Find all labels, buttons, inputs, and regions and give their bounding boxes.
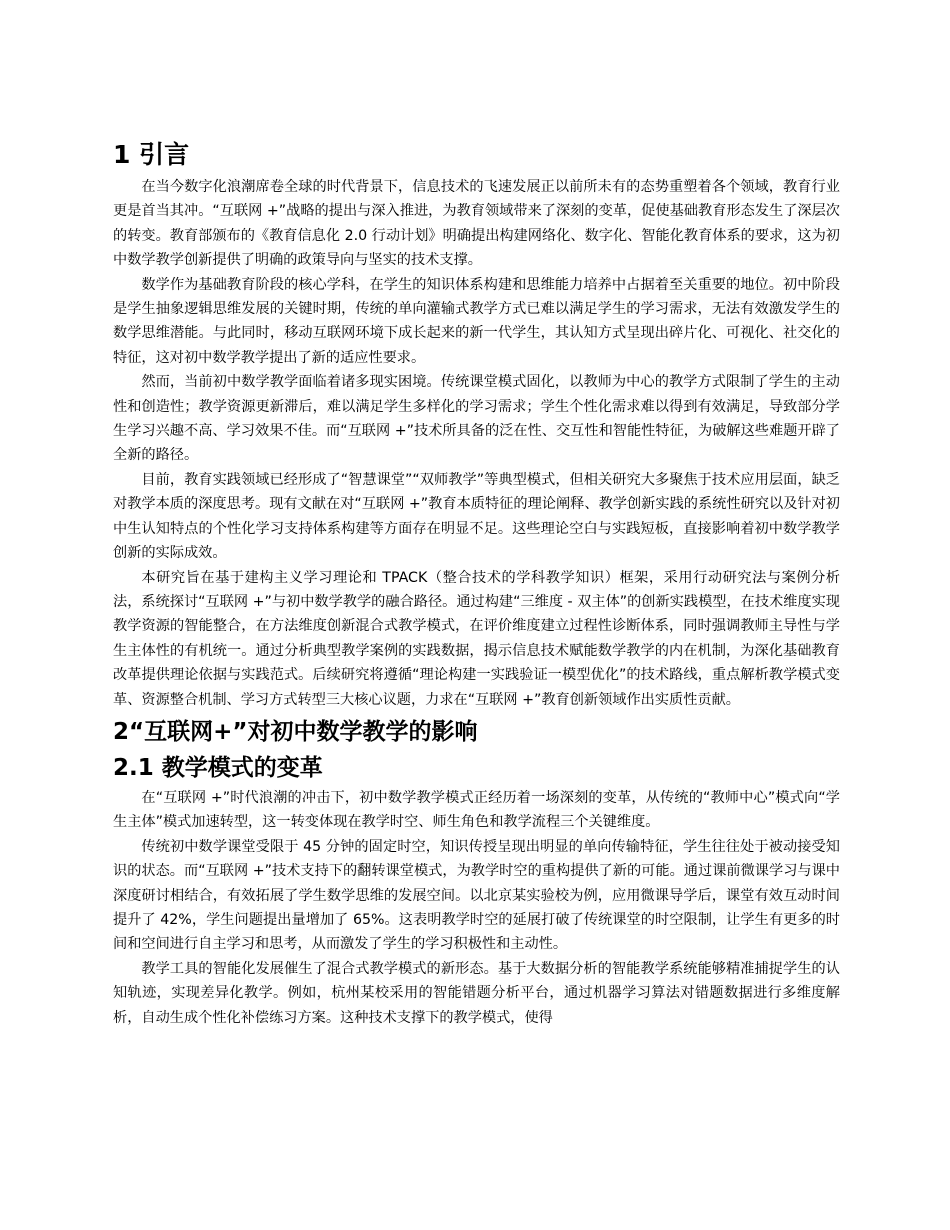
section-2-1-paragraph: 传统初中数学课堂受限于 45 分钟的固定时空，知识传授呈现出明显的单向传输特征，学生往往处于被动接受知识的状态。而“互联网 +”技术支持下的翻转课堂模式，为教学时空的重构提供了新的可能。通过课前微课学习与课中深度研讨相结合，有效拓展了学生数学思维的发展空间。以北京某实验校为例，应用微课导学后，课堂有效互动时间提升了 42%，学生问题提出量增加了 65%。这表明教学时空的延展打破了传统课堂的时空限制，让学生有更多的时间和空间进行自主学习和思考，从而激发了学生的学习积极性和主动性。 [113, 838, 840, 953]
section-2-1-paragraph: 在“互联网 +”时代浪潮的冲击下，初中数学教学模式正经历着一场深刻的变革，从传统的“教师中心”模式向“学生主体”模式加速转型，这一转变体现在教学时空、师生角色和教学流程三个关键维度。 [113, 789, 840, 831]
section-2-1-paragraph: 教学工具的智能化发展催生了混合式教学模式的新形态。基于大数据分析的智能教学系统能够精准捕捉学生的认知轨迹，实现差异化教学。例如，杭州某校采用的智能错题分析平台，通过机器学习算法对错题数据进行多维度解析，自动生成个性化补偿练习方案。这种技术支撑下的教学模式，使得 [113, 960, 840, 1026]
section-1-heading: 1 引言 [113, 140, 190, 169]
section-2-1-heading: 2.1 教学模式的变革 [113, 754, 323, 781]
section-1-paragraph: 目前，教育实践领域已经形成了“智慧课堂”“双师教学”等典型模式，但相关研究大多聚焦于技术应用层面，缺乏对教学本质的深度思考。现有文献在对“互联网 +”教育本质特征的理论阐释、教学创新实践的系统性研究以及针对初中生认知特点的个性化学习支持体系构建等方面存在明显不足。这些理论空白与实践短板，直接影响着初中数学教学创新的实际成效。 [113, 471, 840, 562]
section-1-paragraph: 在当今数字化浪潮席卷全球的时代背景下，信息技术的飞速发展正以前所未有的态势重塑着各个领域，教育行业更是首当其冲。“互联网 +”战略的提出与深入推进，为教育领域带来了深刻的变革，促使基础教育形态发生了深层次的转变。教育部颁布的《教育信息化 2.0 行动计划》明确提出构建网络化、数字化、智能化教育体系的要求，这为初中数学教学创新提供了明确的政策导向与坚实的技术支撑。 [113, 179, 840, 269]
section-1-paragraph: 然而，当前初中数学教学面临着诸多现实困境。传统课堂模式固化，以教师为中心的教学方式限制了学生的主动性和创造性；教学资源更新滞后，难以满足学生多样化的学习需求；学生个性化需求难以得到有效满足，导致部分学生学习兴趣不高、学习效果不佳。而“互联网 +”技术所具备的泛在性、交互性和智能性特征，为破解这些难题开辟了全新的路径。 [113, 374, 840, 464]
document-body [113, 136, 840, 1030]
section-2-heading: 2“互联网+”对初中数学教学的影响 [113, 718, 478, 745]
section-1-paragraph: 本研究旨在基于建构主义学习理论和 TPACK（整合技术的学科教学知识）框架，采用行动研究法与案例分析法，系统探讨“互联网 +”与初中数学教学的融合路径。通过构建“三维度 - 双主体”的创新实践模型，在技术维度实现教学资源的智能整合，在方法维度创新混合式教学模式，在评价维度建立过程性诊断体系，同时强调教师主导性与学生主体性的有机统一。通过分析典型教学案例的实践数据，揭示信息技术赋能数学教学的内在机制，为深化基础教育改革提供理论依据与实践范式。后续研究将遵循“理论构建一实践验证一模型优化”的技术路线，重点解析教学模式变革、资源整合机制、学习方式转型三大核心议题，力求在“互联网 +”教育创新领域作出实质性贡献。 [113, 569, 840, 708]
section-1-paragraph: 数学作为基础教育阶段的核心学科，在学生的知识体系构建和思维能力培养中占据着至关重要的地位。初中阶段是学生抽象逻辑思维发展的关键时期，传统的单向灌输式教学方式已难以满足学生的学习需求，无法有效激发学生的数学思维潜能。与此同时，移动互联网环境下成长起来的新一代学生，其认知方式呈现出碎片化、可视化、社交化的特征，这对初中数学教学提出了新的适应性要求。 [113, 276, 840, 366]
